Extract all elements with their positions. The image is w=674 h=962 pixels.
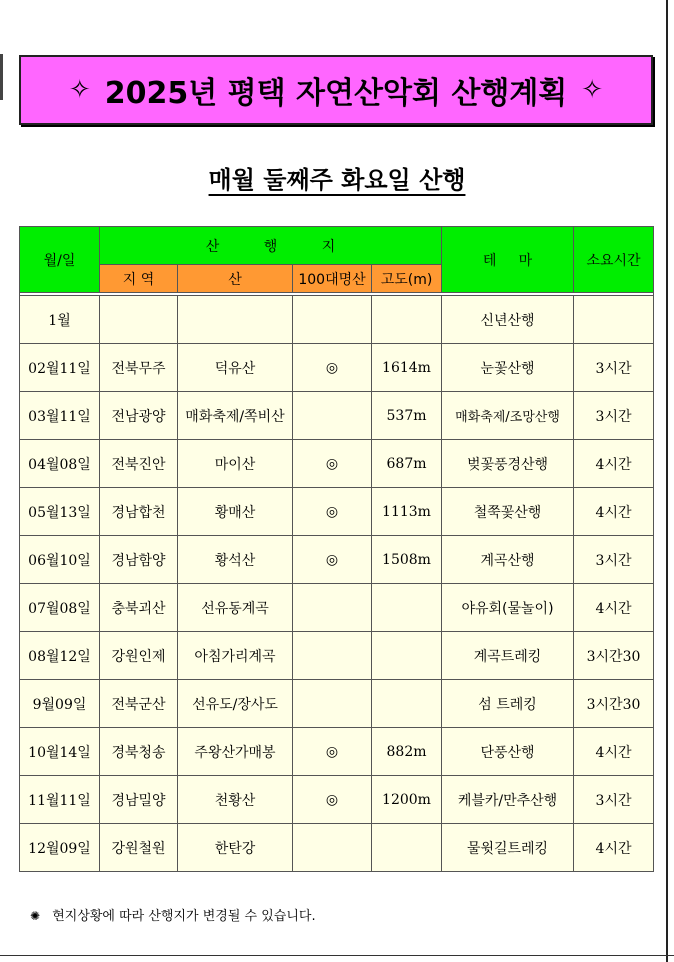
cell-region: 강원인제 [100, 632, 178, 680]
cell-duration: 3시간30 [574, 680, 654, 728]
cell-top100 [293, 296, 372, 344]
table-row [20, 728, 654, 776]
subtitle-text: 매월 둘째주 화요일 산행 [208, 166, 466, 194]
cell-date: 03월11일 [20, 392, 100, 440]
footnote-text: 현지상황에 따라 산행지가 변경될 수 있습니다. [52, 909, 316, 924]
cell-theme: 매화축제/조망산행 [442, 392, 574, 440]
cell-top100: ◎ [293, 488, 372, 536]
cell-region: 강원철원 [100, 824, 178, 872]
cell-date: 07월08일 [20, 584, 100, 632]
cell-theme: 단풍산행 [442, 728, 574, 776]
table-row [20, 488, 654, 536]
cell-mountain: 마이산 [178, 440, 293, 488]
cell-date: 04월08일 [20, 440, 100, 488]
footnote [30, 905, 316, 924]
page-title: 2025년 평택 자연산악회 산행계획 [104, 76, 568, 111]
header-altitude: 고도(m) [372, 265, 442, 293]
cell-top100 [293, 392, 372, 440]
table-row [20, 392, 654, 440]
cell-altitude [372, 296, 442, 344]
cell-region: 충북괴산 [100, 584, 178, 632]
cell-top100 [293, 680, 372, 728]
cell-altitude: 1200m [372, 776, 442, 824]
cell-duration: 3시간 [574, 536, 654, 584]
cell-altitude [372, 632, 442, 680]
cell-theme: 계곡트레킹 [442, 632, 574, 680]
header-date: 월/일 [20, 227, 100, 293]
cell-top100 [293, 824, 372, 872]
header-duration: 소요시간 [574, 227, 654, 293]
cell-altitude: 537m [372, 392, 442, 440]
cell-mountain: 선유동계곡 [178, 584, 293, 632]
cell-theme: 벚꽃풍경산행 [442, 440, 574, 488]
star-icon-left: ✧ [68, 75, 91, 105]
cell-mountain: 선유도/장사도 [178, 680, 293, 728]
cell-theme: 신년산행 [442, 296, 574, 344]
cell-region: 전북진안 [100, 440, 178, 488]
cell-mountain: 황석산 [178, 536, 293, 584]
cell-top100: ◎ [293, 728, 372, 776]
cell-altitude [372, 680, 442, 728]
cell-region: 경남합천 [100, 488, 178, 536]
cell-duration: 3시간 [574, 776, 654, 824]
table-row [20, 296, 654, 344]
cell-altitude: 1614m [372, 344, 442, 392]
cell-mountain: 한탄강 [178, 824, 293, 872]
cell-top100: ◎ [293, 440, 372, 488]
cell-altitude [372, 824, 442, 872]
cell-duration: 3시간30 [574, 632, 654, 680]
table-row [20, 440, 654, 488]
table-row [20, 632, 654, 680]
cell-region [100, 296, 178, 344]
cell-date: 08월12일 [20, 632, 100, 680]
cell-region: 경남함양 [100, 536, 178, 584]
cell-date: 12월09일 [20, 824, 100, 872]
table-row [20, 680, 654, 728]
table-row [20, 776, 654, 824]
cell-theme: 물윗길트레킹 [442, 824, 574, 872]
header-destination: 산 행 지 [100, 227, 442, 265]
cell-date: 02월11일 [20, 344, 100, 392]
cell-duration: 4시간 [574, 824, 654, 872]
table-row [20, 824, 654, 872]
cell-duration: 4시간 [574, 728, 654, 776]
cell-region: 전남광양 [100, 392, 178, 440]
cell-theme: 계곡산행 [442, 536, 574, 584]
cell-region: 전북군산 [100, 680, 178, 728]
cell-altitude: 1508m [372, 536, 442, 584]
cell-date: 9월09일 [20, 680, 100, 728]
cell-theme: 케블카/만추산행 [442, 776, 574, 824]
cell-duration: 4시간 [574, 440, 654, 488]
cell-theme: 섬 트레킹 [442, 680, 574, 728]
cell-top100 [293, 584, 372, 632]
cell-mountain: 주왕산가매봉 [178, 728, 293, 776]
cell-region: 경북청송 [100, 728, 178, 776]
subtitle [0, 160, 674, 195]
cell-date: 1월 [20, 296, 100, 344]
header-region: 지 역 [100, 265, 178, 293]
table-row [20, 536, 654, 584]
cell-date: 10월14일 [20, 728, 100, 776]
cell-duration: 4시간 [574, 488, 654, 536]
cell-top100: ◎ [293, 344, 372, 392]
schedule-table [19, 226, 654, 872]
table-row [20, 584, 654, 632]
page-edge-mark [0, 54, 3, 100]
page-edge-line [666, 0, 668, 962]
cell-mountain: 황매산 [178, 488, 293, 536]
cell-mountain: 덕유산 [178, 344, 293, 392]
title-banner [19, 55, 653, 125]
cell-mountain: 천황산 [178, 776, 293, 824]
cell-top100: ◎ [293, 536, 372, 584]
cell-duration: 4시간 [574, 584, 654, 632]
cell-altitude [372, 584, 442, 632]
cell-date: 11월11일 [20, 776, 100, 824]
cell-altitude: 882m [372, 728, 442, 776]
cell-region: 경남밀양 [100, 776, 178, 824]
cell-altitude: 1113m [372, 488, 442, 536]
cell-duration: 3시간 [574, 392, 654, 440]
cell-altitude: 687m [372, 440, 442, 488]
cell-theme: 야유회(물놀이) [442, 584, 574, 632]
cell-date: 06월10일 [20, 536, 100, 584]
page-bottom-line [0, 955, 674, 956]
cell-duration [574, 296, 654, 344]
header-top100: 100대명산 [293, 265, 372, 293]
cell-top100 [293, 632, 372, 680]
cell-region: 전북무주 [100, 344, 178, 392]
cell-mountain: 아침가리계곡 [178, 632, 293, 680]
cell-mountain [178, 296, 293, 344]
cell-theme: 눈꽃산행 [442, 344, 574, 392]
cell-mountain: 매화축제/쪽비산 [178, 392, 293, 440]
cell-top100: ◎ [293, 776, 372, 824]
header-theme: 테 마 [442, 227, 574, 293]
table-row [20, 344, 654, 392]
star-icon-right: ✧ [581, 75, 604, 105]
cell-date: 05월13일 [20, 488, 100, 536]
cell-duration: 3시간 [574, 344, 654, 392]
cell-theme: 철쭉꽃산행 [442, 488, 574, 536]
header-mountain: 산 [178, 265, 293, 293]
bullet-icon: ✺ [30, 909, 41, 923]
